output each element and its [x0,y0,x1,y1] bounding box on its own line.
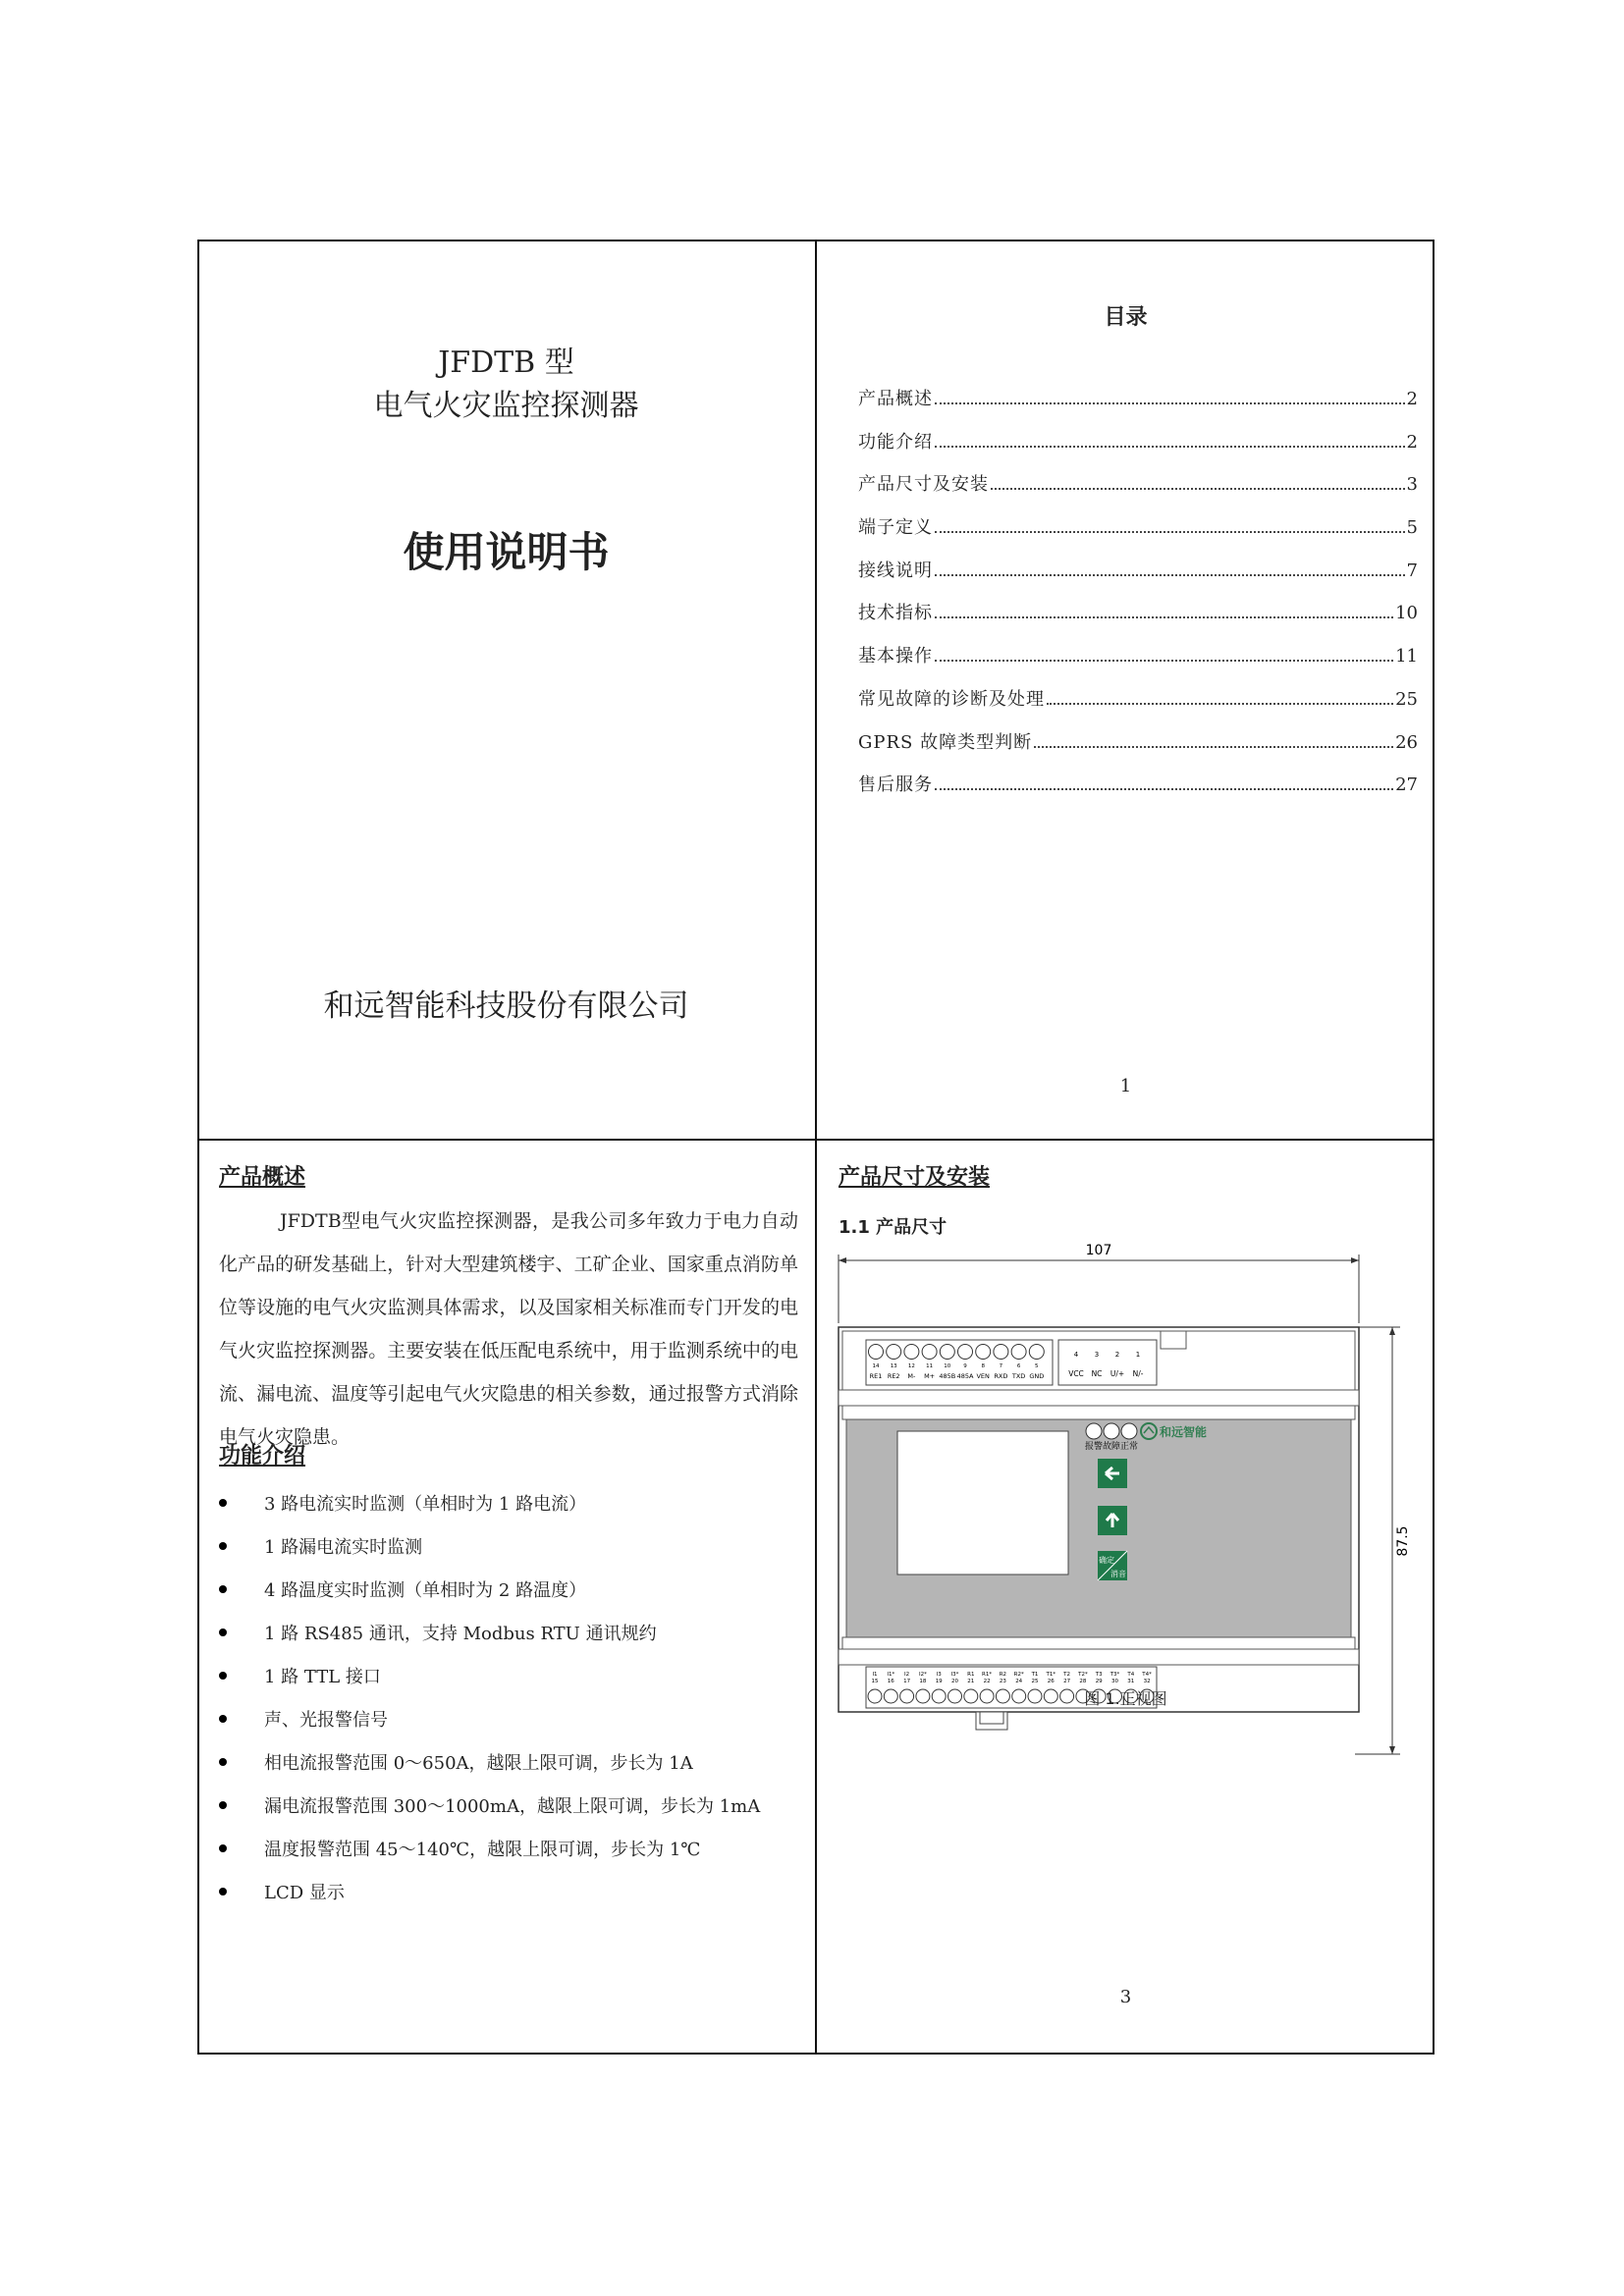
width-label: 107 [1085,1243,1112,1258]
toc-list [858,385,1418,814]
terminal-number: 22 [983,1679,991,1684]
terminal-number: 15 [871,1679,879,1684]
terminal-label: T3 [1095,1672,1103,1678]
terminal-screw [940,1345,954,1360]
fault-led-label: 故障 [1102,1442,1121,1452]
bullet-icon [219,1758,227,1766]
overview-page [197,1141,815,2055]
terminal-label: I1* [887,1672,895,1678]
confirm-label: 确定 [1099,1556,1114,1565]
bullet-icon [219,1672,227,1680]
terminal-screw [1029,1345,1044,1360]
lcd-screen [897,1431,1068,1575]
terminal-number: 23 [999,1679,1006,1684]
toc-item[interactable]: 基本操作 11 [858,646,1418,667]
arrow-left-icon [839,1257,846,1263]
terminal-screw [922,1345,937,1360]
terminal-label: M+ [924,1372,936,1380]
bullet-icon [219,1888,227,1896]
features-list [219,1481,798,1913]
feature-item: 1 路漏电流实时监测 [219,1524,798,1568]
terminal-number: 31 [1127,1679,1135,1684]
normal-led [1121,1423,1137,1439]
overview-paragraph: JFDTB型电气火灾监控探测器，是我公司多年致力于电力自动化产品的研发基础上，针对大型建筑楼宇、工矿企业、国家重点消防单位等设施的电气火灾监测具体需求，以及国家相关标准而专门开发的电气火灾监控探测器。主要安装在低压配电系统中，用于监测系统中的电流、漏电流、温度等引起电气火灾隐患的相关参数，通过报警方式消除电气火灾隐患。 [219,1210,798,1448]
terminal-label: RE1 [869,1372,883,1380]
dimensions-page [817,1141,1435,2055]
terminal-number: 14 [872,1363,880,1369]
arrow-up-icon [1389,1327,1395,1335]
dimensions-heading: 产品尺寸及安装 [839,1165,991,1190]
terminal-number: 18 [919,1679,927,1684]
terminal-number: 24 [1015,1679,1023,1684]
terminal-number: 26 [1047,1679,1055,1684]
terminal-label: T3* [1110,1672,1120,1678]
overview-heading: 产品概述 [219,1165,306,1190]
dimensions-subheading: 1.1 产品尺寸 [839,1217,947,1238]
terminal-number: 28 [1079,1679,1087,1684]
terminal-screw [994,1345,1008,1360]
terminal-label: R2 [999,1672,1007,1678]
terminal-label: 485A [956,1372,974,1380]
feature-item: 1 路 RS485 通讯，支持 Modbus RTU 通讯规约 [219,1611,798,1654]
feature-item: 声、光报警信号 [219,1697,798,1740]
feature-item: 漏电流报警范围 300～1000mA，越限上限可调，步长为 1mA [219,1784,798,1827]
arrow-right-icon [1351,1257,1359,1263]
terminal-label: N/- [1132,1369,1144,1378]
terminal-screw [976,1345,991,1360]
terminal-number: 11 [926,1363,934,1369]
terminal-label: TXD [1011,1372,1026,1380]
product-model: JFDTB 型 [438,346,574,380]
terminal-number: 6 [1016,1363,1021,1369]
terminal-label: R2* [1013,1672,1024,1678]
terminal-number: 7 [999,1363,1003,1369]
terminal-screw [869,1345,884,1360]
terminal-label: R1 [967,1672,975,1678]
terminal-label: NC [1091,1369,1103,1378]
top-right-terminal-block [1058,1340,1157,1385]
terminal-number: 5 [1035,1363,1039,1369]
terminal-label: RXD [994,1372,1008,1380]
terminal-label: 485B [939,1372,956,1380]
bullet-icon [219,1585,227,1593]
terminal-number: 4 [1073,1351,1079,1359]
terminal-screw [887,1345,901,1360]
toc-item[interactable]: 技术指标 10 [858,603,1418,624]
figure-caption: 图 1.正视图 [1084,1689,1167,1708]
terminal-number: 2 [1114,1351,1120,1359]
product-name: 电气火灾监控探测器 [373,389,639,423]
terminal-label: I3 [936,1672,942,1678]
top-right-latch [1161,1331,1186,1349]
terminal-number: 9 [963,1363,967,1369]
toc-item[interactable]: 功能介绍 2 [858,431,1418,453]
terminal-label: T1* [1046,1672,1056,1678]
bullet-icon [219,1844,227,1852]
toc-item[interactable]: 接线说明 7 [858,560,1418,581]
terminal-label: GND [1029,1372,1045,1380]
alarm-led [1086,1423,1102,1439]
toc-item[interactable]: 端子定义 5 [858,517,1418,539]
height-label: 87.5 [1395,1525,1411,1557]
manual-spread [197,240,1435,2055]
top-left-terminal-labels [870,1372,1045,1380]
bullet-icon [219,1715,227,1723]
toc-item[interactable]: 售后服务 27 [858,774,1418,796]
terminal-label: R1* [982,1672,993,1678]
terminal-number: 19 [935,1679,943,1684]
terminal-number: 10 [944,1363,951,1369]
terminal-number: 27 [1063,1679,1071,1684]
terminal-number: 25 [1031,1679,1039,1684]
feature-item: 1 路 TTL 接口 [219,1654,798,1697]
terminal-label: VEN [976,1372,990,1380]
terminal-label: T2 [1063,1672,1071,1678]
bullet-icon [219,1499,227,1507]
arrow-down-icon [1389,1746,1395,1754]
terminal-number: 8 [981,1363,985,1369]
terminal-label: I2* [918,1672,927,1678]
toc-item[interactable]: 产品概述 2 [858,389,1418,409]
alarm-led-label: 报警 [1084,1442,1104,1452]
toc-page [817,240,1435,1139]
terminal-number: 3 [1094,1351,1100,1359]
bullet-icon [219,1801,227,1809]
terminal-label: T2* [1078,1672,1088,1678]
terminal-number: 29 [1095,1679,1103,1684]
terminal-number: 30 [1111,1679,1118,1684]
terminal-screw [904,1345,919,1360]
terminal-number: 16 [887,1679,894,1684]
terminal-number: 20 [951,1679,958,1684]
normal-led-label: 正常 [1119,1442,1139,1452]
bullet-icon [219,1629,227,1636]
mute-label: 消音 [1110,1570,1126,1578]
feature-item: 相电流报警范围 0～650A，越限上限可调，步长为 1A [219,1740,798,1784]
feature-item: 3 路电流实时监测（单相时为 1 路电流） [219,1481,798,1524]
terminal-number: 1 [1135,1351,1141,1359]
terminal-label: VCC [1068,1369,1084,1378]
page-number: 3 [1119,1987,1132,2007]
document-title: 使用说明书 [403,528,610,576]
terminal-label: U/+ [1110,1369,1125,1378]
toc-item[interactable]: GPRS 故障类型判断 26 [858,731,1418,753]
bullet-icon [219,1542,227,1550]
terminal-label: T1 [1031,1672,1039,1678]
terminal-label: I1 [872,1672,878,1678]
terminal-label: I2 [904,1672,910,1678]
terminal-number: 12 [907,1363,915,1369]
terminal-number: 21 [967,1679,975,1684]
terminal-number: 32 [1143,1679,1151,1684]
terminal-label: RE2 [887,1372,900,1380]
terminal-label: T4* [1142,1672,1152,1678]
toc-item[interactable]: 常见故障的诊断及处理 25 [858,688,1418,710]
brand-name: 和远智能 [1160,1425,1208,1439]
terminal-number: 13 [890,1363,897,1369]
toc-item[interactable]: 产品尺寸及安装 3 [858,474,1418,496]
fault-led [1104,1423,1119,1439]
terminal-number: 17 [903,1679,911,1684]
cover-page [197,240,815,1139]
feature-item: 4 路温度实时监测（单相时为 2 路温度） [219,1568,798,1611]
terminal-label: I3* [950,1672,959,1678]
feature-item: LCD 显示 [219,1870,798,1913]
page-number: 1 [1119,1076,1132,1096]
company-name: 和远智能科技股份有限公司 [323,988,689,1024]
features-heading: 功能介绍 [219,1444,306,1468]
terminal-label: T4 [1127,1672,1135,1678]
toc-title: 目录 [1104,305,1148,330]
feature-item: 温度报警范围 45～140℃，越限上限可调，步长为 1℃ [219,1827,798,1870]
terminal-screw [958,1345,973,1360]
terminal-screw [1011,1345,1026,1360]
terminal-label: M- [907,1372,916,1380]
